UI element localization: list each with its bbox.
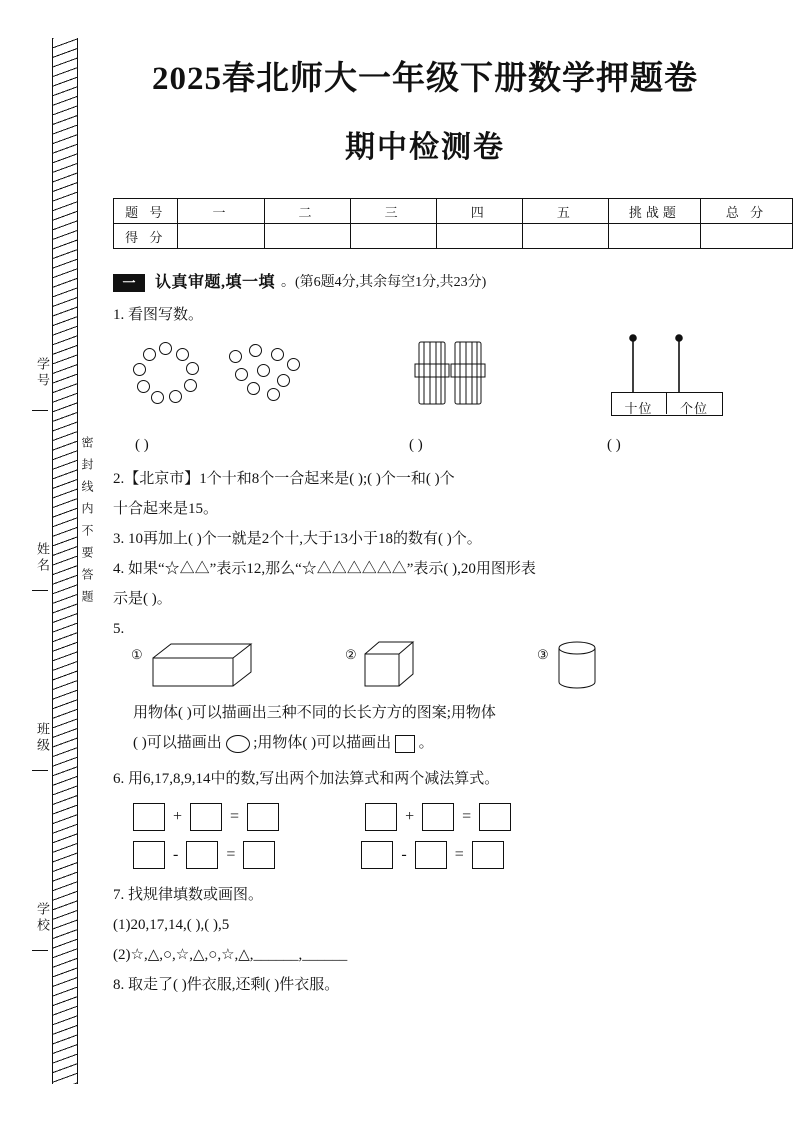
- abacus-label-ones: 个位: [679, 401, 708, 416]
- score-cell-6[interactable]: [608, 224, 700, 249]
- score-col-2: 二: [264, 199, 350, 224]
- section-number: 一: [113, 274, 145, 292]
- question-8-text: 8. 取走了( )件衣服,还剩( )件衣服。: [113, 977, 340, 993]
- stick-bundles-figure: [413, 338, 493, 421]
- answer-box[interactable]: [415, 841, 447, 869]
- circle-outline-icon: [226, 735, 250, 753]
- seal-underline-4: [32, 950, 48, 951]
- score-col-5: 五: [522, 199, 608, 224]
- operator-equals: =: [454, 846, 464, 863]
- stick-bundle-svg: [413, 338, 493, 410]
- question-5-line-2c: 。: [418, 735, 434, 751]
- operator-minus: -: [173, 846, 179, 863]
- seal-label-banji: 班级: [35, 722, 50, 754]
- solid-label-1: ①: [131, 647, 143, 662]
- exam-content: [113, 268, 725, 1000]
- question-4-line-1: 4. 如果“☆△△”表示12,那么“☆△△△△△△”表示( ),20用图形表: [113, 561, 536, 577]
- seal-underline-1: [32, 410, 48, 411]
- page-subtitle: 期中检测卷: [345, 131, 505, 164]
- seal-label-xuehao: 学号: [35, 357, 50, 389]
- seal-strip: [30, 38, 92, 1084]
- score-col-4: 四: [436, 199, 522, 224]
- place-value-abacus-figure: [605, 334, 725, 420]
- section-title: 认真审题,填一填: [155, 274, 276, 291]
- score-cell-1[interactable]: [178, 224, 264, 249]
- answer-box[interactable]: [479, 803, 511, 831]
- abacus-rods-svg: [605, 334, 725, 396]
- question-5-line-2: [113, 728, 725, 758]
- score-table: [113, 198, 793, 249]
- answer-paren-2[interactable]: ( ): [409, 437, 423, 453]
- score-row-label-1: 题 号: [114, 199, 178, 224]
- table-row: [114, 224, 793, 249]
- question-7-sub-2: (2)☆,△,○,☆,△,○,☆,△,______,______: [113, 947, 348, 963]
- score-cell-2[interactable]: [264, 224, 350, 249]
- score-col-6: 挑战题: [608, 199, 700, 224]
- question-1-figures: [113, 334, 725, 430]
- score-col-7: 总 分: [700, 199, 792, 224]
- cube-shape: [361, 638, 425, 692]
- question-2-line-1: 2.【北京市】1个十和8个一合起来是( );( )个一和( )个: [113, 471, 455, 487]
- question-5-line-2a: ( )可以描画出: [133, 735, 222, 751]
- seal-line-right: [77, 38, 78, 1084]
- operator-equals: =: [230, 808, 240, 825]
- answer-box[interactable]: [361, 841, 393, 869]
- cuboid-shape: [147, 638, 257, 692]
- score-col-3: 三: [350, 199, 436, 224]
- seal-underline-2: [32, 590, 48, 591]
- score-col-1: 一: [178, 199, 264, 224]
- seal-hatch: [52, 38, 77, 1084]
- seal-label-xingming: 姓名: [35, 542, 50, 574]
- equation-row-1: [133, 802, 725, 832]
- question-3-line-1: 3. 10再加上( )个一就是2个十,大于13小于18的数有( )个。: [113, 531, 482, 547]
- equation-2: [365, 802, 511, 832]
- seal-label-xuexiao: 学校: [35, 902, 50, 934]
- equation-1: [133, 802, 279, 832]
- score-cell-4[interactable]: [436, 224, 522, 249]
- operator-plus: +: [173, 808, 183, 825]
- question-5-line-1: 用物体( )可以描画出三种不同的长长方方的图案;用物体: [133, 705, 496, 721]
- question-7-sub-1: (1)20,17,14,( ),( ),5: [113, 917, 230, 933]
- square-outline-icon: [395, 735, 415, 753]
- operator-equals: =: [462, 808, 472, 825]
- answer-box[interactable]: [186, 841, 218, 869]
- score-cell-5[interactable]: [522, 224, 608, 249]
- question-1-text: 1. 看图写数。: [113, 307, 204, 323]
- section-subtitle: 。(第6题4分,其余每空1分,共23分): [281, 275, 487, 290]
- seal-underline-3: [32, 770, 48, 771]
- answer-box[interactable]: [243, 841, 275, 869]
- equation-row-2: [133, 840, 725, 870]
- operator-minus: -: [401, 846, 407, 863]
- section-heading: [113, 268, 725, 298]
- answer-box[interactable]: [247, 803, 279, 831]
- answer-box[interactable]: [365, 803, 397, 831]
- score-cell-3[interactable]: [350, 224, 436, 249]
- answer-paren-3[interactable]: ( ): [607, 437, 621, 453]
- score-row-label-2: 得 分: [114, 224, 178, 249]
- score-cell-7[interactable]: [700, 224, 792, 249]
- scattered-beads-figure: [225, 344, 301, 404]
- answer-box[interactable]: [133, 841, 165, 869]
- ring-of-beads-figure: [131, 342, 201, 406]
- question-5-line-2b: ;用物体( )可以描画出: [253, 735, 392, 751]
- equation-3: [133, 840, 275, 870]
- question-6-equations: [113, 802, 725, 870]
- operator-plus: +: [405, 808, 415, 825]
- answer-box[interactable]: [190, 803, 222, 831]
- question-5-figures: [113, 638, 725, 698]
- question-7-text: 7. 找规律填数或画图。: [113, 887, 264, 903]
- question-1-answer-parens: [113, 430, 725, 454]
- table-row: [114, 199, 793, 224]
- answer-box[interactable]: [422, 803, 454, 831]
- question-2-line-2: 十合起来是15。: [113, 501, 219, 517]
- answer-box[interactable]: [472, 841, 504, 869]
- equation-4: [361, 840, 503, 870]
- operator-equals: =: [226, 846, 236, 863]
- seal-vertical-note: 密封线内不要答题: [80, 436, 94, 612]
- question-5-number: 5.: [113, 621, 125, 637]
- solid-label-3: ③: [537, 647, 549, 662]
- cylinder-shape: [553, 638, 613, 694]
- question-4-line-2: 示是( )。: [113, 591, 172, 607]
- page-title: 2025春北师大一年级下册数学押题卷: [152, 61, 698, 97]
- question-6-text: 6. 用6,17,8,9,14中的数,写出两个加法算式和两个减法算式。: [113, 771, 500, 787]
- abacus-label-tens: 十位: [624, 401, 653, 416]
- answer-paren-1[interactable]: ( ): [135, 437, 149, 453]
- answer-box[interactable]: [133, 803, 165, 831]
- solid-label-2: ②: [345, 647, 357, 662]
